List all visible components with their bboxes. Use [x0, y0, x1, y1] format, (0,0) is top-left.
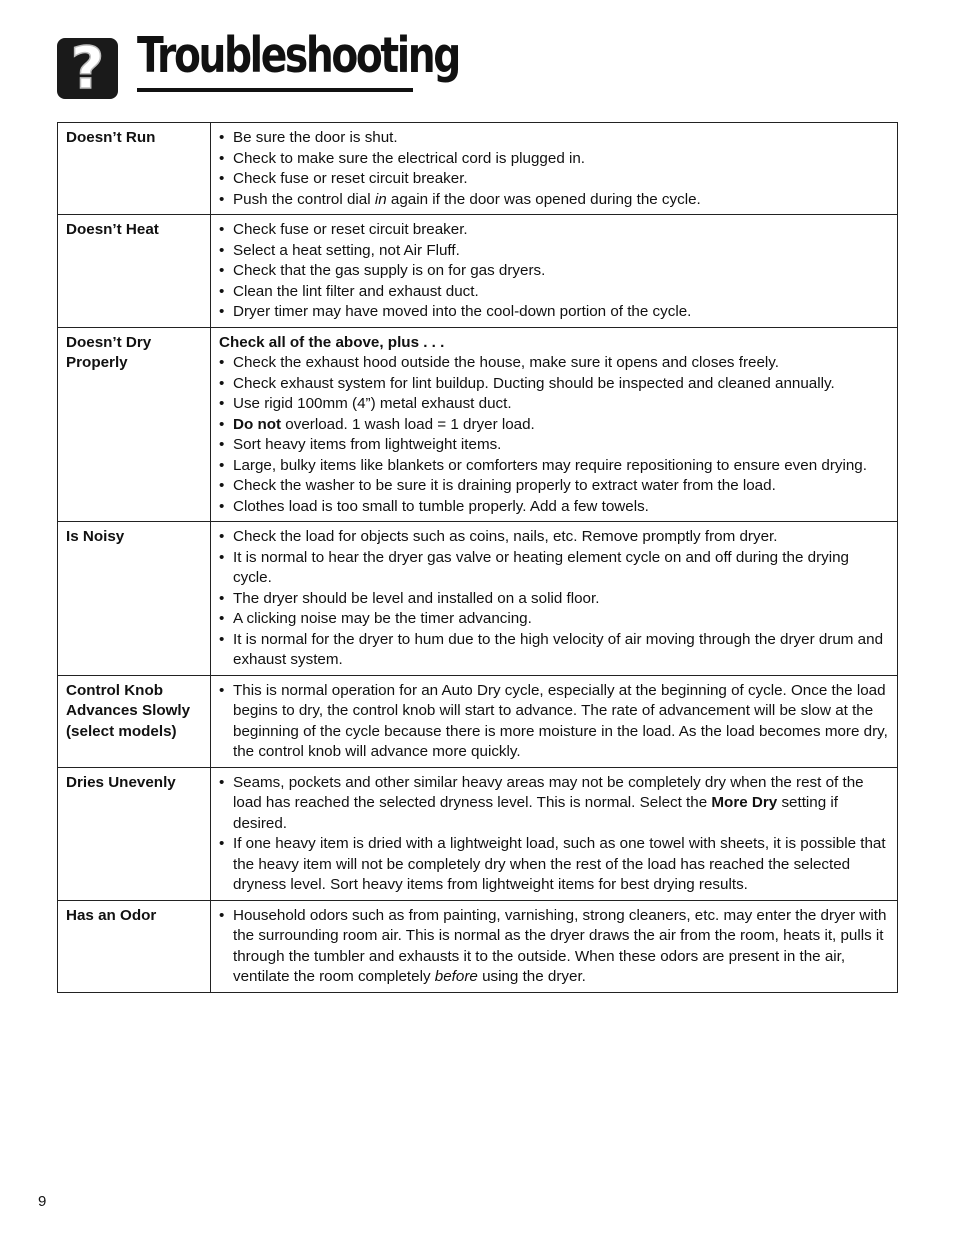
- solution-item: [219, 548, 889, 589]
- text-segment: It is normal to hear the dryer gas valve or heating element cycle on and off during the drying cycle.: [233, 548, 850, 586]
- solution-list: [219, 353, 889, 517]
- text-segment: Do not: [233, 415, 282, 433]
- text-segment: Be sure the door is shut.: [233, 129, 398, 146]
- solution-item: [219, 681, 889, 763]
- solution-item: [219, 609, 889, 630]
- solution-item: [219, 302, 889, 323]
- problem-label: Doesn’t Dry Properly: [58, 327, 211, 522]
- solution-item: [219, 589, 889, 610]
- text-segment: Clothes load is too small to tumble properly. Add a few towels.: [233, 497, 649, 515]
- table-row: [58, 900, 898, 992]
- text-segment: This is normal operation for an Auto Dry cycle, especially at the beginning of cycle. Once the load begins to dry, the control knob will start to advance. The rate of advancement will be slow at the beginning of the cycle because there is more moisture in the load. As the load becomes more dry, the control knob will advance more quickly.: [233, 681, 888, 760]
- text-segment: The dryer should be level and installed on a solid floor.: [233, 589, 600, 607]
- text-segment: Push the control dial: [233, 190, 375, 208]
- table-row: [58, 767, 898, 900]
- title-underline: [137, 88, 413, 92]
- solution-item: [219, 241, 889, 262]
- text-segment: Check that the gas supply is on for gas dryers.: [233, 262, 546, 279]
- question-mark-icon: [57, 38, 118, 99]
- solution-item: [219, 906, 889, 988]
- solutions-cell: [211, 123, 898, 215]
- solution-item: [219, 190, 889, 211]
- text-segment: It is normal for the dryer to hum due to the high velocity of air moving through the dryer drum and exhaust system.: [233, 630, 884, 668]
- page-title: Troubleshooting: [137, 27, 459, 84]
- solution-item: [219, 261, 889, 282]
- question-mark-glyph: [57, 38, 118, 99]
- page-header: [57, 27, 459, 100]
- solution-item: [219, 476, 889, 497]
- text-segment: Check to make sure the electrical cord is plugged in.: [233, 149, 586, 167]
- text-segment: Check the exhaust hood outside the house, make sure it opens and closes freely.: [233, 354, 779, 371]
- text-segment: setting if desired.: [233, 794, 839, 832]
- table-row: [58, 522, 898, 676]
- text-segment: Check the load for objects such as coins, nails, etc. Remove promptly from dryer.: [233, 528, 778, 545]
- problem-label: Dries Unevenly: [58, 767, 211, 900]
- text-segment: Dryer timer may have moved into the cool-down portion of the cycle.: [233, 303, 692, 320]
- solutions-lead: Check all of the above, plus . . .: [219, 333, 445, 351]
- problem-label: Has an Odor: [58, 900, 211, 992]
- solution-list: [219, 681, 889, 763]
- solution-item: [219, 527, 889, 548]
- solutions-cell: [211, 215, 898, 328]
- solution-item: [219, 169, 889, 190]
- text-segment: Check fuse or reset circuit breaker.: [233, 170, 468, 187]
- text-segment: overload. 1 wash load = 1 dryer load.: [281, 415, 535, 433]
- text-segment: again if the door was opened during the cycle.: [386, 190, 701, 208]
- text-segment: using the dryer.: [477, 968, 586, 985]
- solution-item: [219, 149, 889, 170]
- solutions-cell: [211, 767, 898, 900]
- table-row: [58, 675, 898, 767]
- problem-label: Control Knob Advances Slowly (select models): [58, 675, 211, 767]
- text-segment: Select a heat setting, not Air Fluff.: [233, 241, 460, 259]
- text-segment: Check fuse or reset circuit breaker.: [233, 221, 468, 238]
- problem-label: Doesn’t Run: [58, 123, 211, 215]
- solution-item: [219, 435, 889, 456]
- solution-item: [219, 415, 889, 436]
- text-segment: before: [434, 968, 478, 985]
- text-segment: If one heavy item is dried with a lightweight load, such as one towel with sheets, it is possible that the heavy item will not be completely dry when the rest of the load has reached the selected dryness level. Sort heavy items from lightweight items for best drying results.: [233, 835, 886, 893]
- solution-item: [219, 282, 889, 303]
- page-number: 9: [38, 1193, 47, 1210]
- solution-list: [219, 128, 889, 210]
- solution-item: [219, 630, 889, 671]
- solution-item: [219, 456, 889, 477]
- troubleshooting-table: [57, 122, 898, 993]
- text-segment: More Dry: [711, 794, 778, 811]
- text-segment: Check exhaust system for lint buildup. Ducting should be inspected and cleaned annually.: [233, 374, 835, 392]
- problem-label: Doesn’t Heat: [58, 215, 211, 328]
- table-row: [58, 327, 898, 522]
- solution-list: [219, 527, 889, 671]
- solution-item: [219, 834, 889, 896]
- solution-list: [219, 773, 889, 896]
- solution-item: [219, 394, 889, 415]
- solution-item: [219, 497, 889, 518]
- problem-label: Is Noisy: [58, 522, 211, 676]
- solution-item: [219, 374, 889, 395]
- solutions-cell: [211, 327, 898, 522]
- text-segment: Large, bulky items like blankets or comforters may require repositioning to ensure even drying.: [233, 456, 867, 474]
- solution-item: [219, 128, 889, 149]
- solution-item: [219, 353, 889, 374]
- solutions-cell: [211, 522, 898, 676]
- question-mark-text: ?: [70, 38, 105, 99]
- solutions-cell: [211, 675, 898, 767]
- solution-item: [219, 773, 889, 835]
- solution-list: [219, 220, 889, 323]
- text-segment: Use rigid 100mm (4”) metal exhaust duct.: [233, 395, 512, 412]
- solution-item: [219, 220, 889, 241]
- troubleshooting-rows: [58, 123, 898, 993]
- text-segment: in: [374, 190, 387, 208]
- table-row: [58, 123, 898, 215]
- text-segment: Clean the lint filter and exhaust duct.: [233, 282, 479, 300]
- text-segment: Check the washer to be sure it is draining properly to extract water from the load.: [233, 477, 776, 494]
- solutions-cell: [211, 900, 898, 992]
- text-segment: Seams, pockets and other similar heavy areas may not be completely dry when the rest of the load has reached the selected dryness level. This is normal. Select the: [233, 773, 864, 811]
- table-row: [58, 215, 898, 328]
- text-segment: Household odors such as from painting, varnishing, strong cleaners, etc. may enter the dryer with the surrounding room air. This is normal as the dryer draws the air from the room, heats it, pulls it through the tumbler and exhausts it to the outside. When these odors are present in the air, ventilate the room completely: [233, 906, 887, 985]
- text-segment: A clicking noise may be the timer advancing.: [233, 610, 532, 627]
- solution-list: [219, 906, 889, 988]
- text-segment: Sort heavy items from lightweight items.: [233, 436, 502, 453]
